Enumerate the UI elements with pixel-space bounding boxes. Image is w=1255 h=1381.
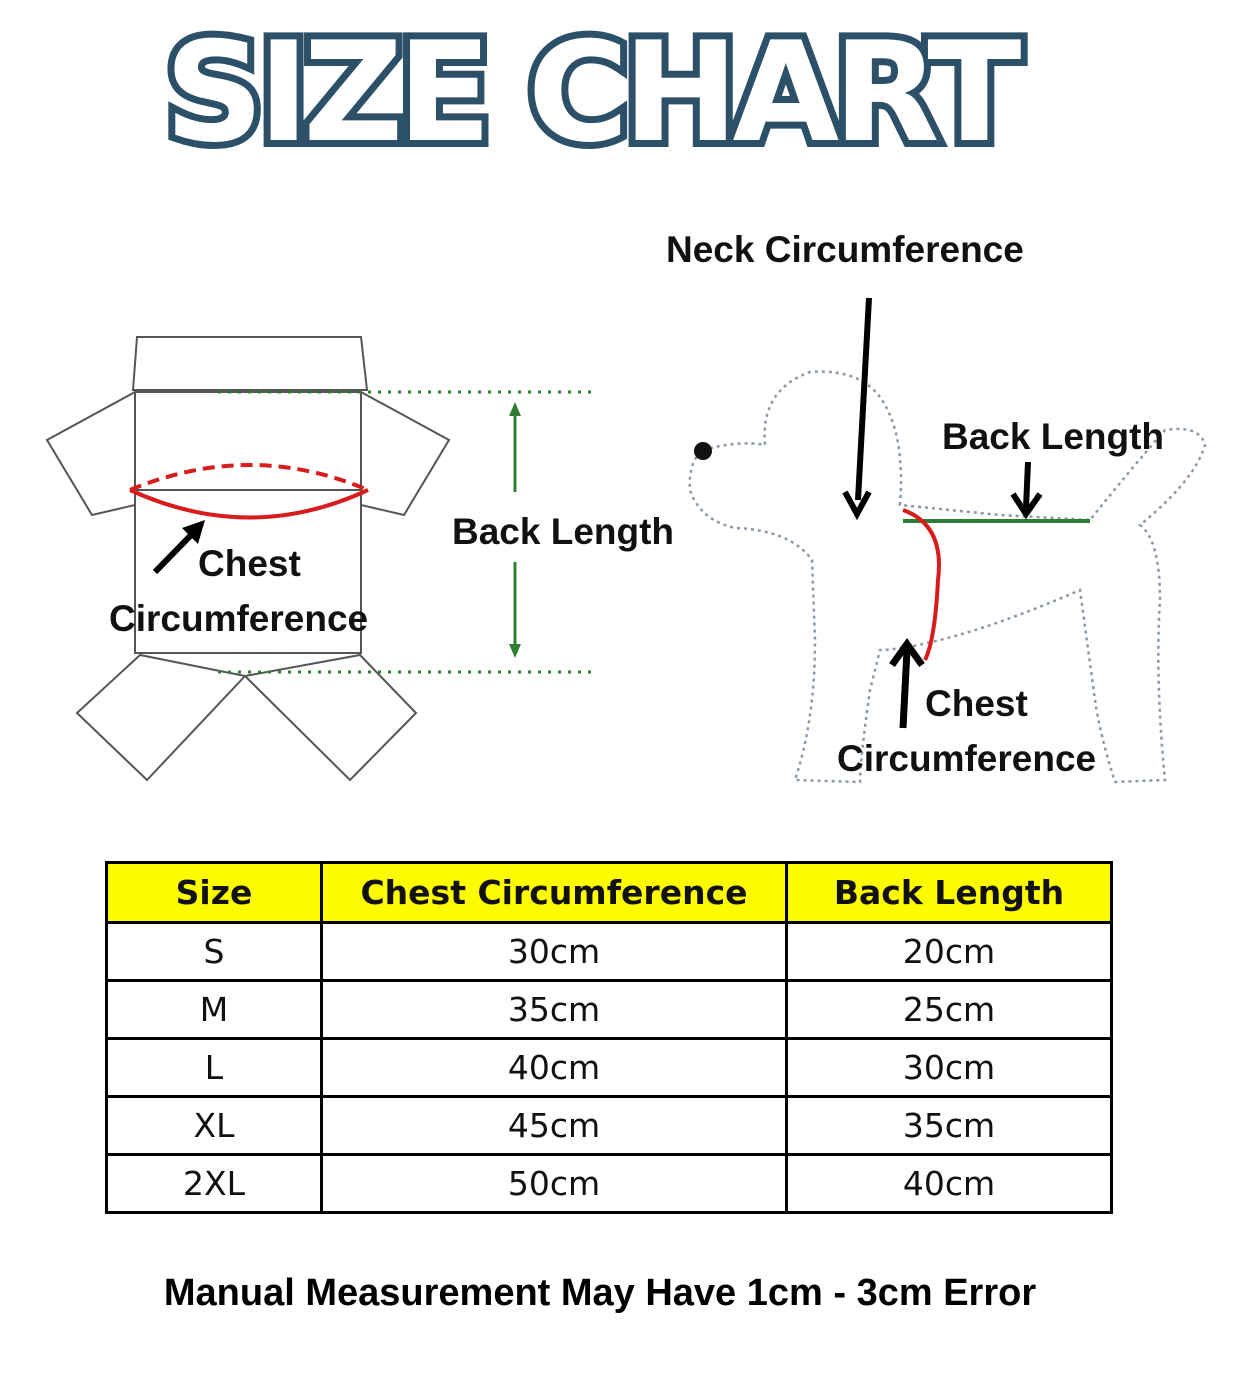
column-header-size: Size [107, 863, 322, 923]
garment-left-sleeve [47, 392, 135, 515]
table-row [107, 923, 1112, 981]
size-cell: L [107, 1039, 322, 1097]
dog-chest-label-line1: Chest [925, 683, 1028, 724]
chest-cell: 35cm [322, 981, 787, 1039]
back-length-cell: 40cm [787, 1155, 1112, 1213]
measurement-disclaimer: Manual Measurement May Have 1cm - 3cm Error [163, 1272, 1037, 1314]
dog-chest-label-line2: Circumference [837, 738, 1097, 779]
chest-cell: 40cm [322, 1039, 787, 1097]
size-cell: S [107, 923, 322, 981]
column-header-chest: Chest Circumference [322, 863, 787, 923]
back-length-cell: 25cm [787, 981, 1112, 1039]
dog-chest-line [903, 510, 939, 660]
dog-nose [694, 442, 712, 460]
size-cell: XL [107, 1097, 322, 1155]
table-row [107, 1155, 1112, 1213]
garment-right-sleeve [361, 392, 449, 515]
column-header-back-length: Back Length [787, 863, 1112, 923]
back-length-cell: 20cm [787, 923, 1112, 981]
garment-chest-line-back [130, 465, 368, 490]
chest-cell: 50cm [322, 1155, 787, 1213]
back-length-cell: 30cm [787, 1039, 1112, 1097]
table-row [107, 1097, 1112, 1155]
neck-arrow [858, 298, 869, 500]
garment-right-leg [245, 655, 416, 780]
size-table [105, 861, 1113, 1214]
dog-back-length-label: Back Length [942, 416, 1165, 457]
garment-left-leg [77, 655, 245, 780]
size-cell: 2XL [107, 1155, 322, 1213]
table-row [107, 981, 1112, 1039]
dog-back-arrow [1026, 462, 1028, 508]
garment-chest-label-line2: Circumference [109, 598, 369, 639]
garment-chest-label-line1: Chest [198, 543, 301, 584]
garment-collar [133, 337, 367, 390]
size-cell: M [107, 981, 322, 1039]
chest-cell: 30cm [322, 923, 787, 981]
garment-chest-line-front [130, 490, 368, 518]
back-length-cell: 35cm [787, 1097, 1112, 1155]
dog-chest-arrow [903, 650, 907, 728]
chest-cell: 45cm [322, 1097, 787, 1155]
neck-circumference-label: Neck Circumference [666, 229, 1024, 270]
garment-chest-arrow [155, 530, 196, 572]
garment-back-length-label: Back Length [452, 511, 675, 552]
page-title: SIZE CHART [164, 12, 1016, 173]
table-header-row [107, 863, 1112, 923]
table-row [107, 1039, 1112, 1097]
